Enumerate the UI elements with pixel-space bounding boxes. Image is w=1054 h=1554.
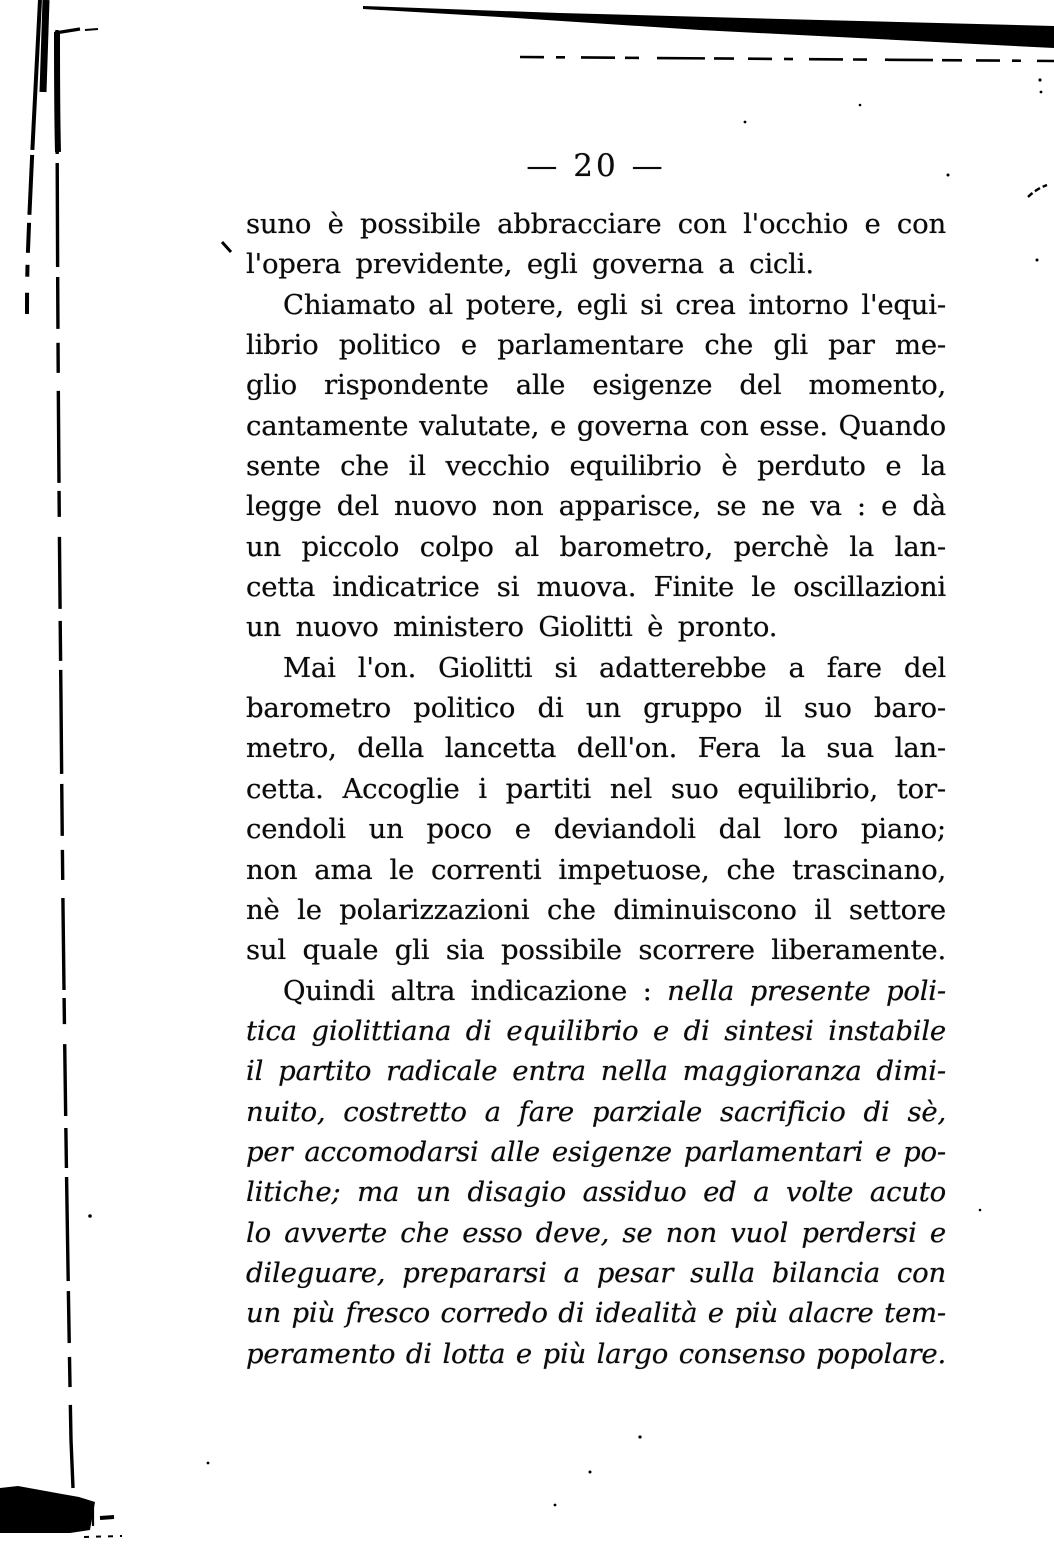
- italic-text-segment: lo avverte che esso deve, se non vuol perdersi e: [246, 1216, 946, 1249]
- scan-artifact-left-line-b: [57, 30, 73, 1488]
- text-line: [246, 1172, 946, 1212]
- text-line: [246, 971, 946, 1011]
- italic-text-segment: litiche; ma un disagio assiduo ed a volte acuto: [246, 1176, 946, 1209]
- text-line: [246, 1213, 946, 1253]
- text-segment: metro, della lancetta dell'on. Fera la sua lan-: [246, 732, 946, 765]
- scan-speck: [859, 104, 862, 107]
- text-segment: sul quale gli sia possibile scorrere liberamente.: [246, 934, 946, 967]
- text-line: [246, 285, 946, 325]
- scan-artifact-bottom-dots: [84, 1536, 122, 1537]
- scan-artifact-left-line-a: [27, 0, 40, 314]
- italic-text-segment: un più fresco corredo di idealità e più alacre tem-: [246, 1297, 946, 1330]
- text-line: [246, 1092, 946, 1132]
- italic-text-segment: nella presente poli-: [667, 974, 946, 1007]
- text-segment: cendoli un poco e deviandoli dal loro piano;: [246, 813, 946, 846]
- scan-artifact-top-dashed-line: [520, 57, 1054, 61]
- scan-artifact-bottom-streaks: [82, 1503, 93, 1530]
- scan-speck: [947, 174, 950, 177]
- text-line: [246, 769, 946, 809]
- scan-artifact-left-hook: [55, 29, 80, 33]
- text-line: [246, 365, 946, 405]
- text-line: [246, 1051, 946, 1091]
- text-segment: Quindi altra indicazione :: [283, 974, 668, 1007]
- text-segment: glio rispondente alle esigenze del momento,: [246, 369, 946, 402]
- text-line: [246, 527, 946, 567]
- text-line: [246, 204, 946, 244]
- scan-artifact-bottom-dash: [100, 1517, 114, 1518]
- italic-text-segment: peramento di lotta e più largo consenso popolare.: [246, 1337, 946, 1370]
- text-line: [246, 446, 946, 486]
- text-segment: Chiamato al potere, egli si crea intorno l'equi-: [283, 288, 946, 321]
- text-line: [246, 809, 946, 849]
- page-text-block: [246, 204, 946, 1374]
- scan-speck: [207, 1462, 210, 1465]
- scan-speck: [979, 1209, 982, 1212]
- scan-speck: [554, 1504, 557, 1507]
- text-line: [246, 850, 946, 890]
- text-segment: suno è possibile abbracciare con l'occhio e con: [246, 208, 946, 240]
- scan-speck: [1038, 78, 1041, 81]
- text-line: [246, 325, 946, 365]
- scan-artifact-left-line-b-thick: [57, 32, 58, 152]
- text-line: [246, 486, 946, 526]
- text-segment: legge del nuovo non apparisce, se ne va : e dà: [246, 490, 946, 523]
- text-segment: sente che il vecchio equilibrio è perduto e la: [246, 450, 946, 483]
- scan-speck: [88, 1214, 92, 1218]
- text-line: [246, 930, 946, 970]
- text-segment: un piccolo colpo al barometro, perchè la lan-: [246, 530, 946, 563]
- text-line: [246, 244, 946, 284]
- text-segment: cantamente valutate, e governa con esse. Quando: [246, 409, 946, 442]
- text-line: [246, 567, 946, 607]
- scan-artifact-right-scratch: [1028, 185, 1047, 197]
- text-segment: un nuovo ministero Giolitti è pronto.: [246, 611, 778, 644]
- italic-text-segment: dileguare, prepararsi a pesar sulla bilancia con: [246, 1256, 946, 1289]
- text-segment: barometro politico di un gruppo il suo baro-: [246, 692, 946, 725]
- text-segment: librio politico e parlamentare che gli par me-: [246, 329, 946, 362]
- text-segment: Mai l'on. Giolitti si adatterebbe a fare del: [283, 651, 946, 684]
- text-line: [246, 1011, 946, 1051]
- text-segment: cetta. Accoglie i partiti nel suo equilibrio, tor-: [246, 772, 946, 805]
- text-line: [246, 728, 946, 768]
- scan-artifact-tick: [222, 242, 231, 252]
- italic-text-segment: nuito, costretto a fare parziale sacrificio di sè,: [246, 1095, 946, 1128]
- scan-artifact-left-line-a2: [43, 0, 46, 92]
- text-line: [246, 1132, 946, 1172]
- scan-speck: [1040, 91, 1043, 94]
- text-segment: cetta indicatrice si muova. Finite le oscillazioni: [246, 571, 946, 604]
- text-line: [246, 607, 946, 647]
- text-line: [246, 688, 946, 728]
- scan-speck: [744, 121, 747, 124]
- italic-text-segment: per accomodarsi alle esigenze parlamentari e po-: [246, 1135, 946, 1168]
- text-line: [246, 1293, 946, 1333]
- text-segment: l'opera previdente, egli governa a cicli.: [246, 248, 814, 281]
- text-segment: non ama le correnti impetuose, che trascinano,: [246, 853, 946, 886]
- text-line: [246, 890, 946, 930]
- text-segment: nè le polarizzazioni che diminuiscono il settore: [246, 893, 946, 926]
- text-line: [246, 1334, 946, 1374]
- text-line: [246, 406, 946, 446]
- scan-speck: [1036, 259, 1039, 262]
- italic-text-segment: tica giolittiana di equilibrio e di sintesi instabile: [246, 1014, 946, 1047]
- scan-artifact-bottom-blob: [0, 1486, 95, 1533]
- scan-speck: [589, 1471, 592, 1474]
- text-line: [246, 1253, 946, 1293]
- text-line: [246, 648, 946, 688]
- page-number: — 20 —: [526, 148, 666, 184]
- scan-speck: [638, 1435, 641, 1438]
- italic-text-segment: il partito radicale entra nella maggioranza dimi-: [246, 1055, 946, 1088]
- scan-artifact-left-hook-dash: [85, 29, 98, 30]
- scan-artifact-top-wedge: [363, 6, 1054, 48]
